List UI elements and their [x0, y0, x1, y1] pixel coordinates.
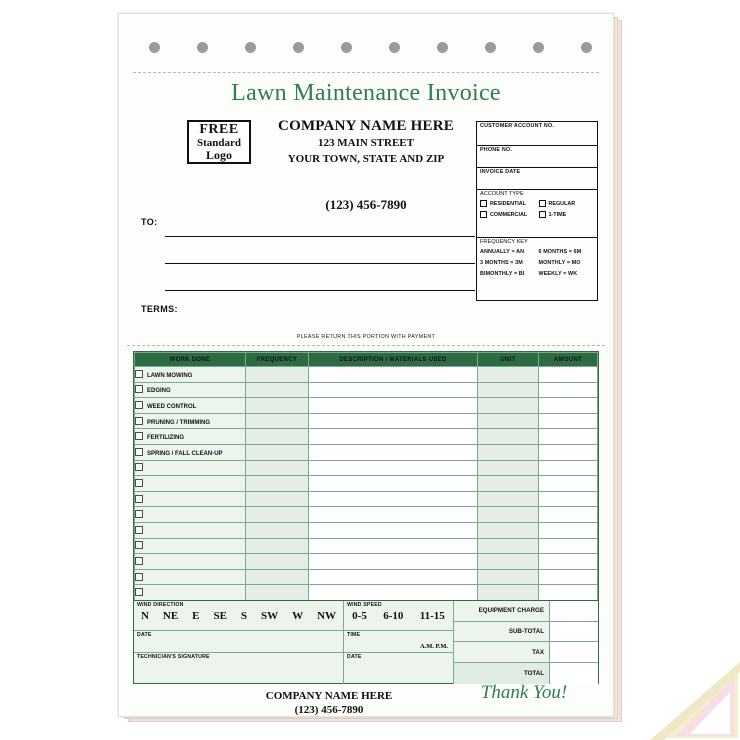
company-address-line-1: 123 MAIN STREET [318, 137, 414, 149]
table-row[interactable] [135, 522, 598, 538]
checkbox-icon[interactable] [135, 573, 143, 581]
checkbox-icon[interactable] [135, 370, 143, 378]
unit-cell[interactable] [478, 491, 539, 507]
table-row[interactable] [135, 367, 598, 383]
punch-hole [293, 42, 304, 53]
frequency-cell[interactable] [246, 382, 309, 398]
amount-cell[interactable] [539, 476, 598, 492]
unit-cell[interactable] [478, 522, 539, 538]
footer-company-name: COMPANY NAME HERE [265, 690, 393, 702]
frequency-cell[interactable] [246, 413, 309, 429]
punch-hole [437, 42, 448, 53]
description-cell[interactable] [309, 460, 478, 476]
company-block [257, 118, 475, 167]
work-done-cell[interactable] [135, 569, 246, 585]
wind-direction-s[interactable]: S [240, 610, 248, 622]
equipment-charge-row[interactable] [454, 601, 598, 622]
work-done-cell[interactable] [135, 367, 246, 383]
checkbox-icon[interactable] [135, 541, 143, 549]
total-value[interactable] [549, 663, 598, 684]
checkbox-icon[interactable] [480, 211, 487, 218]
checkbox-icon[interactable] [135, 417, 143, 425]
frequency-key-group [477, 238, 597, 300]
wind-direction-n[interactable]: N [140, 610, 149, 622]
amount-cell[interactable] [539, 398, 598, 414]
checkbox-icon[interactable] [135, 526, 143, 534]
checkbox-icon[interactable] [480, 200, 487, 207]
table-row[interactable] [135, 585, 598, 601]
wind-direction-e[interactable]: E [192, 610, 200, 622]
company-address-line-2: YOUR TOWN, STATE AND ZIP [287, 152, 445, 165]
work-done-cell[interactable] [135, 460, 246, 476]
time-field[interactable] [344, 631, 454, 653]
unit-cell[interactable] [478, 398, 539, 414]
work-item-label: EDGING [147, 388, 171, 395]
technician-signature-field[interactable] [134, 653, 344, 684]
description-cell[interactable] [309, 585, 478, 601]
unit-cell[interactable] [478, 382, 539, 398]
work-item-label: PRUNING / TRIMMING [147, 419, 210, 426]
wind-direction-group[interactable] [134, 601, 344, 631]
table-row[interactable] [135, 398, 598, 414]
column-header-amount: AMOUNT [539, 353, 598, 367]
frequency-cell[interactable] [246, 444, 309, 460]
table-row[interactable] [135, 538, 598, 554]
table-row[interactable] [135, 382, 598, 398]
table-row[interactable] [135, 569, 598, 585]
checkbox-icon[interactable] [135, 385, 143, 393]
description-cell[interactable] [309, 398, 478, 414]
description-cell[interactable] [309, 554, 478, 570]
footer-phone: (123) 456-7890 [294, 704, 364, 716]
description-cell[interactable] [309, 429, 478, 445]
customer-account-no-label: CUSTOMER ACCOUNT NO. [480, 123, 555, 129]
amount-cell[interactable] [539, 522, 598, 538]
description-cell[interactable] [309, 569, 478, 585]
frequency-cell[interactable] [246, 367, 309, 383]
to-field-line-3[interactable] [165, 290, 475, 291]
logo-line-3: Logo [205, 148, 232, 163]
checkbox-regular-label: REGULAR [548, 200, 576, 207]
total-row[interactable] [454, 663, 598, 684]
frequency-cell[interactable] [246, 476, 309, 492]
work-item-label: SPRING / FALL CLEAN-UP [147, 450, 223, 457]
checkbox-residential[interactable] [480, 200, 539, 207]
am-pm-label[interactable]: A.M. P.M. [420, 643, 448, 650]
work-done-cell[interactable] [135, 444, 246, 460]
frequency-key-monthly: MONTHLY = MO [538, 260, 581, 266]
to-field-line-2[interactable] [165, 263, 475, 264]
amount-cell[interactable] [539, 413, 598, 429]
wind-speed-label: WIND SPEED [347, 602, 382, 608]
to-field-line-1[interactable] [165, 236, 475, 237]
bottom-details-section [133, 600, 599, 684]
wind-speed-6-10[interactable]: 6-10 [383, 610, 404, 622]
punch-hole [485, 42, 496, 53]
punch-hole [341, 42, 352, 53]
table-row[interactable] [135, 444, 598, 460]
wind-speed-11-15[interactable]: 11-15 [419, 610, 445, 622]
date-label: DATE [137, 632, 152, 638]
work-done-cell[interactable] [135, 398, 246, 414]
unit-cell[interactable] [478, 569, 539, 585]
wind-speed-group[interactable] [344, 601, 454, 631]
work-item-label: LAWN MOWING [147, 372, 193, 379]
invoice-form [118, 13, 614, 717]
equipment-charge-label: EQUIPMENT CHARGE [478, 607, 544, 615]
frequency-key-label: FREQUENCY KEY [480, 239, 528, 245]
checkbox-icon[interactable] [135, 448, 143, 456]
checkbox-icon[interactable] [539, 200, 546, 207]
checkbox-icon[interactable] [135, 510, 143, 518]
frequency-cell[interactable] [246, 507, 309, 523]
checkbox-icon[interactable] [135, 557, 143, 565]
frequency-cell[interactable] [246, 460, 309, 476]
wind-direction-w[interactable]: W [292, 610, 304, 622]
work-item-label: WEED CONTROL [147, 403, 197, 410]
technician-signature-label: TECHNICIAN'S SIGNATURE [137, 654, 210, 660]
checkbox-one-time[interactable] [539, 211, 598, 218]
unit-cell[interactable] [478, 554, 539, 570]
logo-placeholder [187, 120, 251, 164]
peeled-corner-graphic [630, 662, 740, 740]
invoice-date-field[interactable] [477, 168, 597, 190]
amount-cell[interactable] [539, 382, 598, 398]
work-done-cell[interactable] [135, 554, 246, 570]
phone-no-label: PHONE NO. [480, 147, 513, 153]
account-type-group [477, 190, 597, 238]
wind-direction-nw[interactable]: NW [317, 610, 337, 622]
sub-total-value[interactable] [549, 622, 598, 642]
punch-hole [245, 42, 256, 53]
unit-cell[interactable] [478, 413, 539, 429]
punch-hole [389, 42, 400, 53]
frequency-key-3months: 3 MONTHS = 3M [480, 260, 523, 266]
table-row[interactable] [135, 429, 598, 445]
work-done-cell[interactable] [135, 522, 246, 538]
wind-direction-label: WIND DIRECTION [137, 602, 184, 608]
amount-cell[interactable] [539, 491, 598, 507]
work-done-cell[interactable] [135, 507, 246, 523]
checkbox-icon[interactable] [135, 401, 143, 409]
frequency-key-bimonthly: BIMONTHLY = BI [480, 271, 525, 277]
column-header-description: DESCRIPTION / MATERIALS USED [309, 353, 478, 367]
unit-cell[interactable] [478, 460, 539, 476]
column-header-work-done: WORK DONE [135, 353, 246, 367]
checkbox-regular[interactable] [539, 200, 598, 207]
frequency-cell[interactable] [246, 569, 309, 585]
tax-value[interactable] [549, 642, 598, 662]
amount-cell[interactable] [539, 444, 598, 460]
column-header-frequency: FREQUENCY [246, 353, 309, 367]
frequency-cell[interactable] [246, 491, 309, 507]
table-row[interactable] [135, 476, 598, 492]
to-label: TO: [141, 217, 158, 227]
company-name: COMPANY NAME HERE [278, 118, 454, 134]
checkbox-one-time-label: 1-TIME [548, 211, 567, 218]
phone-no-field[interactable] [477, 146, 597, 168]
logo-line-1: FREE [199, 122, 239, 137]
frequency-cell[interactable] [246, 429, 309, 445]
checkbox-icon[interactable] [135, 432, 143, 440]
unit-cell[interactable] [478, 585, 539, 601]
totals-group [454, 601, 598, 684]
terms-label: TERMS: [141, 304, 178, 314]
amount-cell[interactable] [539, 538, 598, 554]
frequency-cell[interactable] [246, 398, 309, 414]
wind-direction-se[interactable]: SE [213, 610, 227, 622]
unit-cell[interactable] [478, 538, 539, 554]
description-cell[interactable] [309, 476, 478, 492]
description-cell[interactable] [309, 367, 478, 383]
page-title: Lawn Maintenance Invoice [231, 80, 501, 106]
amount-cell[interactable] [539, 429, 598, 445]
frequency-key-6months: 6 MONTHS = 6M [538, 249, 582, 255]
description-cell[interactable] [309, 522, 478, 538]
total-label: TOTAL [523, 669, 544, 677]
account-type-label: ACCOUNT TYPE [480, 191, 524, 197]
checkbox-residential-label: RESIDENTIAL [490, 200, 526, 207]
invoice-date-label: INVOICE DATE [480, 169, 521, 175]
checkbox-icon[interactable] [135, 495, 143, 503]
frequency-cell[interactable] [246, 538, 309, 554]
sub-total-row[interactable] [454, 622, 598, 643]
description-cell[interactable] [309, 538, 478, 554]
description-cell[interactable] [309, 491, 478, 507]
customer-account-no-field[interactable] [477, 122, 597, 146]
table-row[interactable] [135, 491, 598, 507]
description-cell[interactable] [309, 444, 478, 460]
unit-cell[interactable] [478, 367, 539, 383]
customer-account-box [476, 121, 598, 301]
work-done-cell[interactable] [135, 429, 246, 445]
amount-cell[interactable] [539, 460, 598, 476]
table-body [135, 367, 598, 601]
work-item-label: FERTILIZING [147, 435, 184, 442]
work-done-cell[interactable] [135, 476, 246, 492]
work-done-cell[interactable] [135, 585, 246, 601]
frequency-cell[interactable] [246, 522, 309, 538]
punch-hole [533, 42, 544, 53]
thank-you-text: Thank You! [480, 682, 568, 703]
tax-label: TAX [532, 648, 544, 656]
frequency-cell[interactable] [246, 554, 309, 570]
work-done-cell[interactable] [135, 413, 246, 429]
technician-date-field[interactable] [344, 653, 454, 684]
table-header-row [135, 353, 598, 367]
table-row[interactable] [135, 413, 598, 429]
checkbox-icon[interactable] [135, 479, 143, 487]
punch-hole [197, 42, 208, 53]
work-done-cell[interactable] [135, 382, 246, 398]
tax-row[interactable] [454, 642, 598, 663]
unit-cell[interactable] [478, 429, 539, 445]
frequency-key-annually: ANNUALLY = AN [480, 249, 525, 255]
table-row[interactable] [135, 460, 598, 476]
column-header-unit: UNIT [478, 353, 539, 367]
description-cell[interactable] [309, 507, 478, 523]
wind-direction-sw[interactable]: SW [261, 610, 279, 622]
wind-direction-ne[interactable]: NE [162, 610, 179, 622]
checkbox-icon[interactable] [135, 463, 143, 471]
description-cell[interactable] [309, 413, 478, 429]
amount-cell[interactable] [539, 585, 598, 601]
unit-cell[interactable] [478, 507, 539, 523]
sub-total-label: SUB-TOTAL [508, 628, 544, 636]
checkbox-commercial-label: COMMERCIAL [490, 211, 528, 218]
description-cell[interactable] [309, 382, 478, 398]
amount-cell[interactable] [539, 569, 598, 585]
return-portion-note: PLEASE RETURN THIS PORTION WITH PAYMENT [296, 334, 436, 340]
frequency-key-weekly: WEEKLY = WK [538, 271, 578, 277]
punch-hole [149, 42, 160, 53]
wind-speed-0-5[interactable]: 0-5 [352, 610, 367, 622]
top-perforation-line [133, 72, 599, 73]
unit-cell[interactable] [478, 476, 539, 492]
checkbox-icon[interactable] [539, 211, 546, 218]
logo-line-2: Standard [196, 136, 242, 149]
punch-hole [581, 42, 592, 53]
amount-cell[interactable] [539, 507, 598, 523]
table-row[interactable] [135, 554, 598, 570]
equipment-charge-value[interactable] [549, 601, 598, 621]
technician-date-label: DATE [347, 654, 362, 660]
company-phone: (123) 456-7890 [325, 197, 407, 212]
work-done-cell[interactable] [135, 538, 246, 554]
punch-hole-row [119, 42, 613, 58]
checkbox-commercial[interactable] [480, 211, 539, 218]
table-row[interactable] [135, 507, 598, 523]
unit-cell[interactable] [478, 444, 539, 460]
date-field[interactable] [134, 631, 344, 653]
time-label: TIME [347, 632, 361, 638]
mid-perforation-line [127, 345, 605, 346]
amount-cell[interactable] [539, 367, 598, 383]
checkbox-icon[interactable] [135, 588, 143, 596]
amount-cell[interactable] [539, 554, 598, 570]
frequency-cell[interactable] [246, 585, 309, 601]
work-done-cell[interactable] [135, 491, 246, 507]
